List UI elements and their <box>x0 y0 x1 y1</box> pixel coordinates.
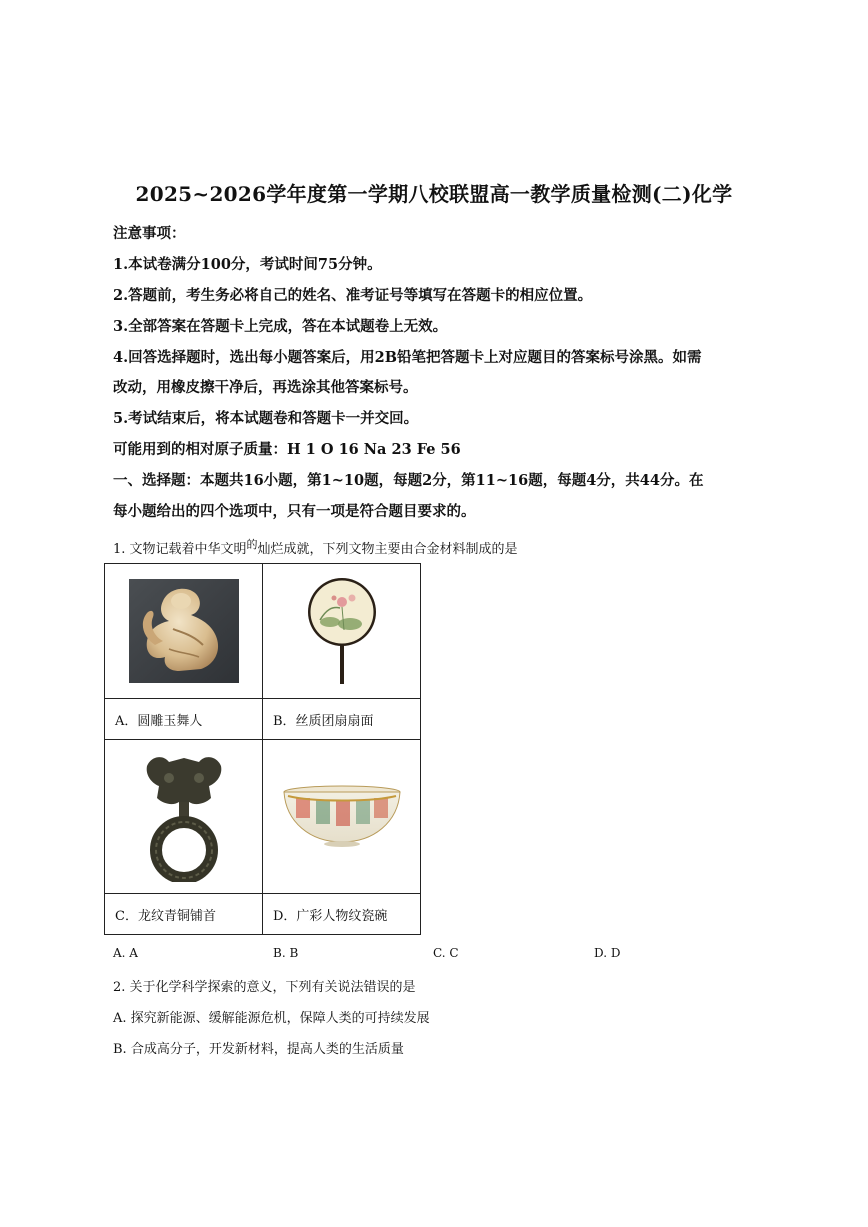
question-2-stem: 2. 关于化学科学探索的意义，下列有关说法错误的是 <box>113 980 416 995</box>
atomic-masses: 可能用到的相对原子质量：H 1 O 16 Na 23 Fe 56 <box>113 441 461 458</box>
option-d-caption: D．广彩人物纹瓷碗 <box>263 894 421 935</box>
notice-item-4: 4.回答选择题时，选出每小题答案后，用2B铅笔把答题卡上对应题目的答案标号涂黑。如需 <box>113 349 702 366</box>
silk-fan-image <box>302 576 382 686</box>
question-1-option-d[interactable]: D. D <box>594 946 621 960</box>
question-1-stem-a: 1. 文物记载着中华文明 <box>113 542 247 557</box>
question-1-option-c[interactable]: C. C <box>433 946 459 960</box>
section1-instruction-2: 每小题给出的四个选项中，只有一项是符合题目要求的。 <box>113 503 476 520</box>
porcelain-bowl-cell <box>263 740 421 894</box>
question-1-option-b[interactable]: B. B <box>273 946 299 960</box>
section1-instruction-1: 一、选择题：本题共16小题，第1~10题，每题2分，第11~16题，每题4分，共44分。在 <box>113 472 704 489</box>
jade-dancer-image <box>129 579 239 683</box>
notice-item-3: 3.全部答案在答题卡上完成，答在本试题卷上无效。 <box>113 318 448 335</box>
option-c-caption: C．龙纹青铜铺首 <box>105 894 263 935</box>
porcelain-bowl-image <box>282 782 402 852</box>
option-b-caption: B．丝质团扇扇面 <box>263 699 421 740</box>
notice-heading: 注意事项： <box>113 225 186 242</box>
artifact-table <box>104 563 421 935</box>
question-1-stem-b: 灿烂成就，下列文物主要由合金材料制成的是 <box>257 542 518 557</box>
question-1-stem <box>113 538 518 557</box>
question-1-stem-sup: 的 <box>246 538 258 551</box>
bronze-knocker-cell <box>105 740 263 894</box>
silk-fan-cell <box>263 564 421 699</box>
jade-dancer-cell <box>105 564 263 699</box>
exam-title: 2025~2026学年度第一学期八校联盟高一教学质量检测(二)化学 <box>135 182 733 206</box>
question-2-option-b[interactable]: B. 合成高分子，开发新材料，提高人类的生活质量 <box>113 1042 404 1057</box>
question-1-option-a[interactable]: A. A <box>113 946 138 960</box>
notice-item-1: 1.本试卷满分100分，考试时间75分钟。 <box>113 256 382 273</box>
notice-item-4-cont: 改动，用橡皮擦干净后，再选涂其他答案标号。 <box>113 379 418 396</box>
notice-item-2: 2.答题前，考生务必将自己的姓名、准考证号等填写在答题卡的相应位置。 <box>113 287 593 304</box>
question-2-option-a[interactable]: A. 探究新能源、缓解能源危机，保障人类的可持续发展 <box>113 1011 430 1026</box>
option-a-caption: A．圆雕玉舞人 <box>105 699 263 740</box>
bronze-knocker-image <box>139 752 229 882</box>
notice-item-5: 5.考试结束后，将本试题卷和答题卡一并交回。 <box>113 410 419 427</box>
